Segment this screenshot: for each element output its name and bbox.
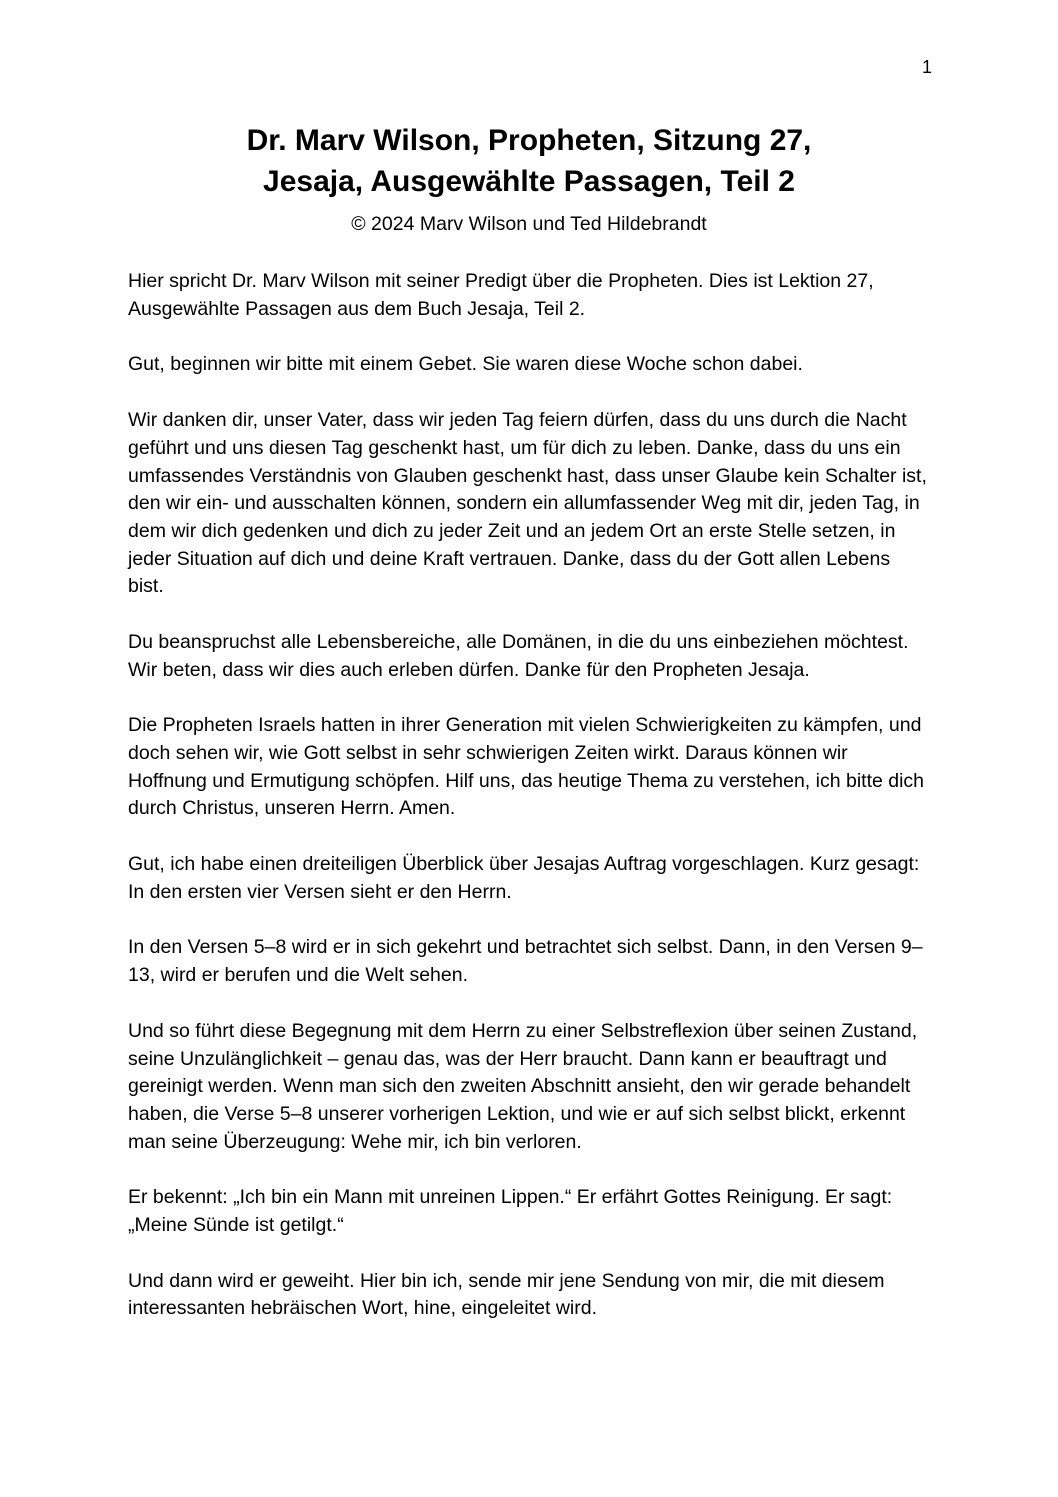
page-number: 1 bbox=[921, 57, 932, 77]
paragraphs-container bbox=[128, 268, 930, 1323]
paragraph: Wir danken dir, unser Vater, dass wir jeden Tag feiern dürfen, dass du uns durch die Nacht geführt und uns diesen Tag geschenkt hast, um für dich zu leben. Danke, dass du uns ein umfassendes Verständnis von Glauben geschenkt hast, dass unser Glaube kein Schalter ist, den wir ein- und ausschalten können, sondern ein allumfassender Weg mit dir, jeden Tag, in dem wir dich gedenken und dich zu jeder Zeit und an jedem Ort an erste Stelle setzen, in jeder Situation auf dich und deine Kraft vertrauen. Danke, dass du der Gott allen Lebens bist. bbox=[128, 409, 927, 598]
paragraph: Er bekennt: „Ich bin ein Mann mit unreinen Lippen.“ Er erfährt Gottes Reinigung. Er sagt: „Meine Sünde ist getilgt.“ bbox=[128, 1186, 893, 1236]
copyright-line: © 2024 Marv Wilson und Ted Hildebrandt bbox=[351, 212, 707, 235]
document-title bbox=[128, 120, 930, 203]
paragraph: In den Versen 5–8 wird er in sich gekehrt und betrachtet sich selbst. Dann, in den Versen 9–13, wird er berufen und die Welt sehen. bbox=[128, 936, 923, 987]
title-line-1: Dr. Marv Wilson, Propheten, Sitzung 27, bbox=[246, 124, 812, 157]
paragraph: Und dann wird er geweiht. Hier bin ich, sende mir jene Sendung von mir, die mit diesem interessanten hebräischen Wort, hine, eingeleitet wird. bbox=[128, 1269, 885, 1320]
paragraph: Gut, ich habe einen dreiteiligen Überblick über Jesajas Auftrag vorgeschlagen. Kurz gesagt: In den ersten vier Versen sieht er den Herrn. bbox=[128, 853, 920, 903]
paragraph: Gut, beginnen wir bitte mit einem Gebet. Sie waren diese Woche schon dabei. bbox=[128, 353, 803, 376]
title-line-2: Jesaja, Ausgewählte Passagen, Teil 2 bbox=[263, 165, 795, 199]
paragraph: Hier spricht Dr. Marv Wilson mit seiner Predigt über die Propheten. Dies ist Lektion 27, Ausgewählte Passagen aus dem Buch Jesaja, Teil 2. bbox=[128, 270, 874, 320]
paragraph: Du beanspruchst alle Lebensbereiche, alle Domänen, in die du uns einbeziehen möchtest. Wir beten, dass wir dies auch erleben dürfen. Danke für den Propheten Jesaja. bbox=[128, 630, 909, 681]
paragraph: Die Propheten Israels hatten in ihrer Generation mit vielen Schwierigkeiten zu kämpfen, und doch sehen wir, wie Gott selbst in sehr schwierigen Zeiten wirkt. Daraus können wir Hoffnung und Ermutigung schöpfen. Hilf uns, das heutige Thema zu verstehen, ich bitte dich durch Christus, unseren Herrn. Amen. bbox=[128, 714, 925, 820]
paragraph: Und so führt diese Begegnung mit dem Herrn zu einer Selbstreflexion über seinen Zustand, seine Unzulänglichkeit – genau das, was der Herr braucht. Dann kann er beauftragt und gereinigt werden. Wenn man sich den zweiten Abschnitt ansieht, den wir gerade behandelt haben, die Verse 5–8 unserer vorherigen Lektion, und wie er auf sich selbst blickt, erkennt man seine Überzeugung: Wehe mir, ich bin verloren. bbox=[128, 1019, 918, 1153]
